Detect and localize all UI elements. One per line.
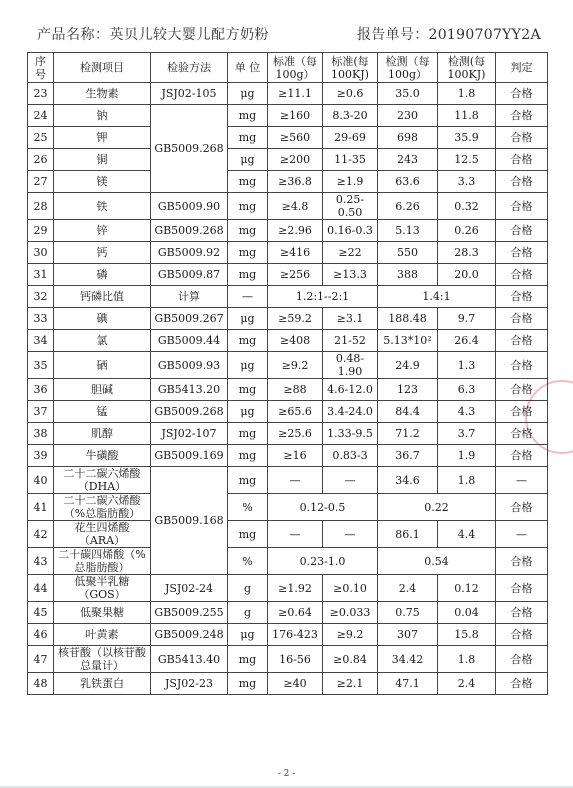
standard-per-100kj: 29-69 (323, 127, 378, 149)
test-item: 铜 (54, 149, 151, 171)
test-method: GB5009.168 (151, 467, 228, 575)
result-per-100g: 86.1 (378, 521, 438, 548)
verdict: 合格 (496, 220, 548, 242)
test-item: 花生四烯酸（ARA） (54, 521, 151, 548)
standard-per-100kj: 0.16-0.3 (323, 220, 378, 242)
unit: μg (228, 352, 268, 379)
result-per-100g: 5.13 (378, 220, 438, 242)
table-row (28, 494, 548, 521)
standard-per-100g: ≥256 (268, 264, 323, 286)
standard-per-100g: ≥36.8 (268, 171, 323, 193)
table-row (28, 521, 548, 548)
unit: mg (228, 193, 268, 220)
table-row (28, 548, 548, 575)
unit: mg (228, 467, 268, 494)
standard-per-100kj: 0.48-1.90 (323, 352, 378, 379)
table-row (28, 193, 548, 220)
standard-per-100g: ≥560 (268, 127, 323, 149)
result-per-100kj: 20.0 (438, 264, 496, 286)
row-number: 43 (28, 548, 54, 575)
verdict: 合格 (496, 602, 548, 624)
unit: mg (228, 242, 268, 264)
standard-per-100kj: ≥22 (323, 242, 378, 264)
result-per-100kj: 3.3 (438, 171, 496, 193)
unit: μg (228, 149, 268, 171)
result-per-100kj: 0.04 (438, 602, 496, 624)
result-per-100kj: 35.9 (438, 127, 496, 149)
row-number: 32 (28, 286, 54, 308)
result-per-100g: 6.26 (378, 193, 438, 220)
verdict: 合格 (496, 308, 548, 330)
standard-value: 1.2:1--2:1 (268, 286, 378, 308)
unit: mg (228, 445, 268, 467)
result-per-100kj: 4.4 (438, 521, 496, 548)
test-item: 锌 (54, 220, 151, 242)
product-name: 产品名称：英贝儿较大婴儿配方奶粉 (37, 27, 269, 43)
standard-per-100g: — (268, 467, 323, 494)
result-per-100g: 388 (378, 264, 438, 286)
test-item: 铁 (54, 193, 151, 220)
row-number: 40 (28, 467, 54, 494)
test-item: 二十二碳六烯酸（DHA） (54, 467, 151, 494)
unit: μg (228, 83, 268, 105)
result-per-100kj: 1.8 (438, 467, 496, 494)
result-per-100g: 34.42 (378, 646, 438, 673)
unit: mg (228, 646, 268, 673)
standard-per-100g: ≥200 (268, 149, 323, 171)
test-item: 低聚果糖 (54, 602, 151, 624)
verdict: 合格 (496, 379, 548, 401)
table-row (28, 423, 548, 445)
row-number: 23 (28, 83, 54, 105)
result-per-100kj: 1.8 (438, 646, 496, 673)
test-item: 乳铁蛋白 (54, 673, 151, 695)
table-row (28, 220, 548, 242)
verdict: 合格 (496, 548, 548, 575)
table-row (28, 624, 548, 646)
test-method: GB5009.267 (151, 308, 228, 330)
result-per-100g: 243 (378, 149, 438, 171)
test-method: JSJ02-105 (151, 83, 228, 105)
result-per-100g: 47.1 (378, 673, 438, 695)
standard-per-100kj: 11-35 (323, 149, 378, 171)
test-item: 肌醇 (54, 423, 151, 445)
verdict: 合格 (496, 171, 548, 193)
table-row (28, 105, 548, 127)
standard-per-100g: ≥0.64 (268, 602, 323, 624)
row-number: 36 (28, 379, 54, 401)
result-per-100g: 550 (378, 242, 438, 264)
verdict: 合格 (496, 646, 548, 673)
test-item: 钠 (54, 105, 151, 127)
result-per-100kj: 11.8 (438, 105, 496, 127)
standard-per-100kj: 4.6-12.0 (323, 379, 378, 401)
test-results-table (27, 52, 548, 695)
col-header: 检测(每100KJ) (438, 53, 496, 83)
result-per-100kj: 0.32 (438, 193, 496, 220)
test-method: 计算 (151, 286, 228, 308)
standard-per-100g: ≥408 (268, 330, 323, 352)
result-per-100kj: 1.8 (438, 83, 496, 105)
test-method: GB5009.93 (151, 352, 228, 379)
test-item: 叶黄素 (54, 624, 151, 646)
table-row (28, 83, 548, 105)
row-number: 44 (28, 575, 54, 602)
col-header: 标准（每100g） (268, 53, 323, 83)
standard-per-100kj: ≥9.2 (323, 624, 378, 646)
test-item: 二十碳四烯酸（%总脂肪酸） (54, 548, 151, 575)
result-per-100g: 63.6 (378, 171, 438, 193)
test-method: GB5009.92 (151, 242, 228, 264)
test-item: 锰 (54, 401, 151, 423)
row-number: 33 (28, 308, 54, 330)
row-number: 37 (28, 401, 54, 423)
row-number: 35 (28, 352, 54, 379)
standard-per-100kj: 21-52 (323, 330, 378, 352)
test-method: JSJ02-107 (151, 423, 228, 445)
standard-per-100kj: 0.83-3 (323, 445, 378, 467)
result-per-100kj: 1.3 (438, 352, 496, 379)
col-header: 单 位 (228, 53, 268, 83)
standard-per-100g: ≥25.6 (268, 423, 323, 445)
standard-per-100g: ≥9.2 (268, 352, 323, 379)
result-value: 0.54 (378, 548, 496, 575)
test-item: 低聚半乳糖（GOS） (54, 575, 151, 602)
test-method: GB5413.20 (151, 379, 228, 401)
verdict: 合格 (496, 673, 548, 695)
verdict: 合格 (496, 352, 548, 379)
result-per-100kj: 1.9 (438, 445, 496, 467)
result-per-100g: 71.2 (378, 423, 438, 445)
result-value: 0.22 (378, 494, 496, 521)
test-item: 镁 (54, 171, 151, 193)
verdict: 合格 (496, 127, 548, 149)
test-item: 生物素 (54, 83, 151, 105)
standard-per-100kj: ≥0.033 (323, 602, 378, 624)
result-per-100kj: 15.8 (438, 624, 496, 646)
standard-per-100g: ≥59.2 (268, 308, 323, 330)
col-header: 检测（每100g） (378, 53, 438, 83)
result-per-100g: 84.4 (378, 401, 438, 423)
test-method: JSJ02-24 (151, 575, 228, 602)
standard-per-100g: ≥88 (268, 379, 323, 401)
verdict: 合格 (496, 193, 548, 220)
result-per-100kj: 9.7 (438, 308, 496, 330)
standard-per-100g: ≥160 (268, 105, 323, 127)
row-number: 39 (28, 445, 54, 467)
verdict: 合格 (496, 401, 548, 423)
row-number: 42 (28, 521, 54, 548)
result-per-100g: 5.13*10² (378, 330, 438, 352)
standard-per-100g: — (268, 521, 323, 548)
standard-per-100kj: 0.25-0.50 (323, 193, 378, 220)
row-number: 25 (28, 127, 54, 149)
table-header-row (28, 53, 548, 83)
unit: g (228, 575, 268, 602)
table-row (28, 401, 548, 423)
test-item: 碘 (54, 308, 151, 330)
standard-per-100g: ≥11.1 (268, 83, 323, 105)
unit: μg (228, 624, 268, 646)
unit: μg (228, 308, 268, 330)
test-method: GB5009.44 (151, 330, 228, 352)
unit: mg (228, 127, 268, 149)
verdict: 合格 (496, 330, 548, 352)
test-method: GB5009.90 (151, 193, 228, 220)
table-body (28, 83, 548, 695)
col-header: 检验方法 (151, 53, 228, 83)
test-method: GB5009.87 (151, 264, 228, 286)
test-method: GB5009.169 (151, 445, 228, 467)
result-per-100g: 307 (378, 624, 438, 646)
row-number: 46 (28, 624, 54, 646)
col-header: 判定 (496, 53, 548, 83)
verdict: — (496, 467, 548, 494)
test-item: 钙磷比值 (54, 286, 151, 308)
verdict: 合格 (496, 264, 548, 286)
verdict: 合格 (496, 149, 548, 171)
test-method: GB5009.248 (151, 624, 228, 646)
standard-per-100g: ≥2.96 (268, 220, 323, 242)
row-number: 24 (28, 105, 54, 127)
test-item: 钙 (54, 242, 151, 264)
standard-value: 0.23-1.0 (268, 548, 378, 575)
result-per-100g: 34.6 (378, 467, 438, 494)
standard-per-100g: 176-423 (268, 624, 323, 646)
verdict: 合格 (496, 575, 548, 602)
standard-per-100kj: — (323, 467, 378, 494)
unit: mg (228, 171, 268, 193)
unit: mg (228, 423, 268, 445)
unit: μg (228, 401, 268, 423)
report-number: 报告单号：20190707YY2A (357, 27, 541, 43)
standard-per-100kj: — (323, 521, 378, 548)
row-number: 48 (28, 673, 54, 695)
row-number: 30 (28, 242, 54, 264)
verdict: 合格 (496, 423, 548, 445)
verdict: 合格 (496, 624, 548, 646)
unit: mg (228, 521, 268, 548)
row-number: 38 (28, 423, 54, 445)
test-item: 氯 (54, 330, 151, 352)
test-item: 核苷酸（以核苷酸总量计） (54, 646, 151, 673)
result-per-100kj: 4.3 (438, 401, 496, 423)
row-number: 28 (28, 193, 54, 220)
unit: — (228, 286, 268, 308)
report-header (0, 24, 573, 46)
result-value: 1.4:1 (378, 286, 496, 308)
table-row (28, 330, 548, 352)
standard-per-100kj: 8.3-20 (323, 105, 378, 127)
verdict: 合格 (496, 494, 548, 521)
standard-per-100kj: ≥0.6 (323, 83, 378, 105)
unit: mg (228, 379, 268, 401)
table-row (28, 242, 548, 264)
standard-per-100g: ≥4.8 (268, 193, 323, 220)
result-per-100g: 36.7 (378, 445, 438, 467)
table-row (28, 673, 548, 695)
result-per-100kj: 12.5 (438, 149, 496, 171)
result-per-100kj: 3.7 (438, 423, 496, 445)
result-per-100kj: 28.3 (438, 242, 496, 264)
unit: mg (228, 264, 268, 286)
unit: % (228, 548, 268, 575)
result-per-100g: 188.48 (378, 308, 438, 330)
verdict: 合格 (496, 105, 548, 127)
table-row (28, 445, 548, 467)
row-number: 29 (28, 220, 54, 242)
table-row (28, 575, 548, 602)
test-item: 硒 (54, 352, 151, 379)
standard-per-100g: ≥416 (268, 242, 323, 264)
test-item: 二十二碳六烯酸（%总脂肪酸） (54, 494, 151, 521)
unit: mg (228, 220, 268, 242)
result-per-100kj: 0.12 (438, 575, 496, 602)
standard-per-100kj: ≥0.10 (323, 575, 378, 602)
standard-per-100kj: 1.33-9.5 (323, 423, 378, 445)
row-number: 34 (28, 330, 54, 352)
standard-per-100kj: ≥3.1 (323, 308, 378, 330)
row-number: 41 (28, 494, 54, 521)
test-method: JSJ02-23 (151, 673, 228, 695)
standard-per-100g: ≥40 (268, 673, 323, 695)
verdict: 合格 (496, 242, 548, 264)
test-method: GB5009.255 (151, 602, 228, 624)
result-per-100g: 0.75 (378, 602, 438, 624)
row-number: 45 (28, 602, 54, 624)
table-row (28, 467, 548, 494)
table-row (28, 602, 548, 624)
standard-per-100kj: ≥1.9 (323, 171, 378, 193)
row-number: 27 (28, 171, 54, 193)
col-header: 标准(每100KJ) (323, 53, 378, 83)
result-per-100kj: 0.26 (438, 220, 496, 242)
row-number: 47 (28, 646, 54, 673)
result-per-100g: 123 (378, 379, 438, 401)
table-row (28, 264, 548, 286)
test-item: 钾 (54, 127, 151, 149)
standard-per-100g: ≥65.6 (268, 401, 323, 423)
test-method: GB5009.268 (151, 105, 228, 193)
unit: mg (228, 105, 268, 127)
test-method: GB5413.40 (151, 646, 228, 673)
standard-per-100g: 16-56 (268, 646, 323, 673)
standard-value: 0.12-0.5 (268, 494, 378, 521)
result-per-100g: 24.9 (378, 352, 438, 379)
test-item: 磷 (54, 264, 151, 286)
unit: g (228, 602, 268, 624)
page-number: - 2 - (277, 769, 296, 779)
result-per-100kj: 6.3 (438, 379, 496, 401)
result-per-100kj: 2.4 (438, 673, 496, 695)
unit: mg (228, 673, 268, 695)
verdict: — (496, 521, 548, 548)
standard-per-100g: ≥16 (268, 445, 323, 467)
table-row (28, 352, 548, 379)
result-per-100g: 35.0 (378, 83, 438, 105)
result-per-100kj: 26.4 (438, 330, 496, 352)
col-header: 序号 (28, 53, 54, 83)
test-method: GB5009.268 (151, 401, 228, 423)
verdict: 合格 (496, 445, 548, 467)
result-per-100g: 2.4 (378, 575, 438, 602)
test-item: 胆碱 (54, 379, 151, 401)
result-per-100g: 698 (378, 127, 438, 149)
row-number: 26 (28, 149, 54, 171)
table-row (28, 286, 548, 308)
standard-per-100g: ≥1.92 (268, 575, 323, 602)
test-method: GB5009.268 (151, 220, 228, 242)
table-row (28, 127, 548, 149)
table-row (28, 171, 548, 193)
unit: mg (228, 330, 268, 352)
table-row (28, 149, 548, 171)
verdict: 合格 (496, 286, 548, 308)
table-row (28, 379, 548, 401)
col-header: 检测项目 (54, 53, 151, 83)
standard-per-100kj: 3.4-24.0 (323, 401, 378, 423)
table-row (28, 646, 548, 673)
table-row (28, 308, 548, 330)
result-per-100g: 230 (378, 105, 438, 127)
standard-per-100kj: ≥13.3 (323, 264, 378, 286)
standard-per-100kj: ≥2.1 (323, 673, 378, 695)
test-item: 牛磺酸 (54, 445, 151, 467)
row-number: 31 (28, 264, 54, 286)
unit: % (228, 494, 268, 521)
verdict: 合格 (496, 83, 548, 105)
standard-per-100kj: ≥0.84 (323, 646, 378, 673)
